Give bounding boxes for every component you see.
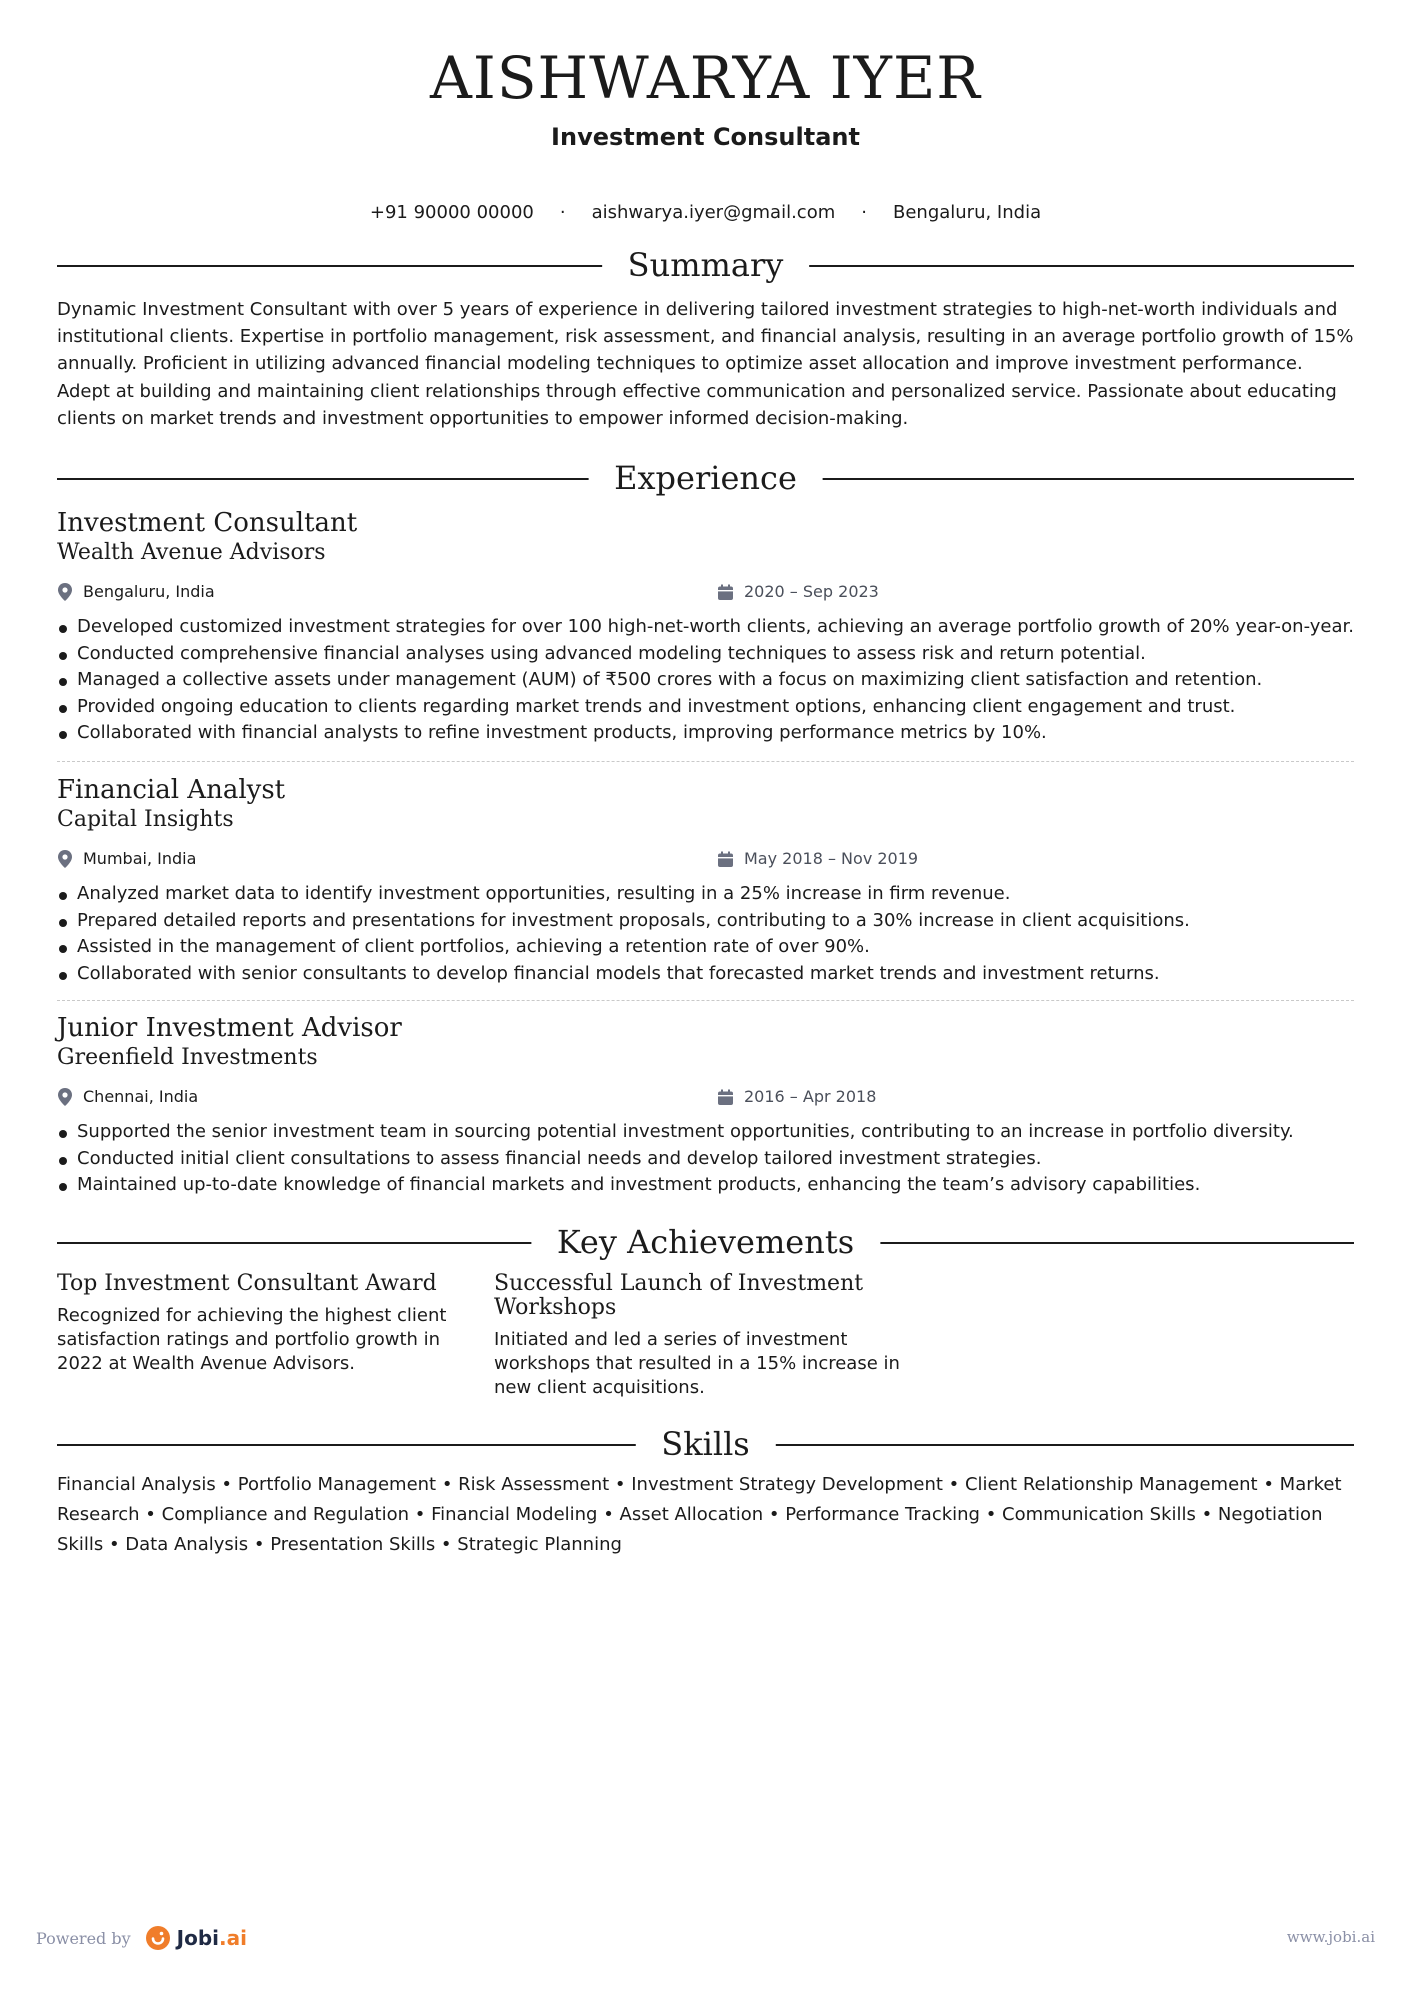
job-location xyxy=(57,1085,198,1109)
email: aishwarya.iyer@gmail.com xyxy=(591,202,836,223)
jobi-logo-icon xyxy=(145,1925,171,1951)
candidate-role: Investment Consultant xyxy=(551,123,860,151)
skills-list: Financial Analysis • Portfolio Management • Risk Assessment • Investment Strategy Development • Client Relationship Management • Market Research • Compliance and Regulation • Financial Modeling • Asset Allocation • Performance Tracking • Communication Skills • Negotiation Skills • Data Analysis • Presentation Skills • Strategic Planning xyxy=(57,1474,1342,1555)
phone: +91 90000 00000 xyxy=(369,202,534,223)
website-link[interactable]: www.jobi.ai xyxy=(1286,1928,1375,1946)
bullet-item: Prepared detailed reports and presentations for investment proposals, contributing to a 30% increase in client acquisitions. xyxy=(57,908,1354,935)
achievement-description: Initiated and led a series of investment workshops that resulted in a 15% increase in new client acquisitions. xyxy=(494,1329,900,1398)
map-pin-icon xyxy=(57,850,73,868)
achievement-title: Successful Launch of Investment Workshops xyxy=(494,1271,864,1320)
powered-by xyxy=(36,1920,247,1956)
job-company: Capital Insights xyxy=(57,807,234,832)
job-entry xyxy=(57,775,1354,987)
bullet-item: Assisted in the management of client portfolios, achieving a retention rate of over 90%. xyxy=(57,934,1354,961)
job-company: Greenfield Investments xyxy=(57,1045,318,1070)
job-location-text: Bengaluru, India xyxy=(83,582,215,601)
job-dates xyxy=(717,580,879,604)
contact-separator: · xyxy=(559,202,566,223)
bullet-item: Maintained up-to-date knowledge of financial markets and investment products, enhancing the team’s advisory capabilities. xyxy=(57,1172,1354,1199)
summary-text: Dynamic Investment Consultant with over 5 years of experience in delivering tailored investment strategies to high-net-worth individuals and institutional clients. Expertise in portfolio management, risk assessment, and financial analysis, resulting in an average portfolio growth of 15% annually. Proficient in utilizing advanced financial modeling techniques to optimize asset allocation and improve investment performance. Adept at building and maintaining client relationships through effective communication and personalized service. Passionate about educating clients on market trends and investment opportunities to empower informed decision-making. xyxy=(57,299,1354,429)
achievement-title: Top Investment Consultant Award xyxy=(57,1271,437,1296)
map-pin-icon xyxy=(57,1088,73,1106)
job-bullets xyxy=(57,1119,1354,1199)
job-title: Junior Investment Advisor xyxy=(57,1013,402,1043)
job-location-text: Mumbai, India xyxy=(83,849,197,868)
section-title: Summary xyxy=(602,245,810,285)
location: Bengaluru, India xyxy=(892,202,1042,223)
section-title: Experience xyxy=(588,458,823,498)
job-dates-text: May 2018 – Nov 2019 xyxy=(744,849,919,868)
job-meta xyxy=(57,847,1354,871)
job-dates-text: 2020 – Sep 2023 xyxy=(744,582,879,601)
calendar-icon xyxy=(717,584,734,601)
bullet-item: Developed customized investment strategies for over 100 high-net-worth clients, achieving an average portfolio growth of 20% year-on-year. xyxy=(57,614,1354,641)
job-divider xyxy=(57,761,1354,762)
logo-brand: Jobi xyxy=(176,1926,219,1950)
bullet-item: Supported the senior investment team in sourcing potential investment opportunities, contributing to an increase in portfolio diversity. xyxy=(57,1119,1354,1146)
calendar-icon xyxy=(717,1089,734,1106)
candidate-name: AISHWARYA IYER xyxy=(430,44,981,112)
summary-heading xyxy=(57,245,1354,285)
job-location-text: Chennai, India xyxy=(83,1087,199,1106)
job-bullets xyxy=(57,881,1354,987)
job-dates xyxy=(717,847,918,871)
logo-suffix: .ai xyxy=(219,1926,247,1950)
job-title: Financial Analyst xyxy=(57,775,286,805)
job-location xyxy=(57,847,196,871)
bullet-item: Analyzed market data to identify investment opportunities, resulting in a 25% increase in firm revenue. xyxy=(57,881,1354,908)
bullet-item: Managed a collective assets under management (AUM) of ₹500 crores with a focus on maximizing client satisfaction and retention. xyxy=(57,667,1354,694)
job-dates xyxy=(717,1085,876,1109)
section-title: Key Achievements xyxy=(531,1222,880,1262)
job-entry xyxy=(57,508,1354,747)
jobi-logo[interactable] xyxy=(145,1925,247,1951)
bullet-item: Conducted initial client consultations to assess financial needs and develop tailored investment strategies. xyxy=(57,1146,1354,1173)
skills-heading xyxy=(57,1424,1354,1464)
powered-by-label: Powered by xyxy=(36,1928,131,1948)
contact-line xyxy=(57,200,1354,226)
job-bullets xyxy=(57,614,1354,747)
bullet-item: Collaborated with financial analysts to refine investment products, improving performance metrics by 10%. xyxy=(57,720,1354,747)
job-dates-text: 2016 – Apr 2018 xyxy=(744,1087,877,1106)
job-company: Wealth Avenue Advisors xyxy=(57,540,326,565)
job-divider xyxy=(57,1000,1354,1001)
section-title: Skills xyxy=(635,1424,775,1464)
bullet-item: Collaborated with senior consultants to develop financial models that forecasted market trends and investment returns. xyxy=(57,961,1354,988)
job-location xyxy=(57,580,215,604)
calendar-icon xyxy=(717,851,734,868)
achievement-item xyxy=(57,1272,457,1376)
experience-heading xyxy=(57,458,1354,498)
map-pin-icon xyxy=(57,583,73,601)
job-entry xyxy=(57,1013,1354,1199)
achievement-item xyxy=(494,1272,904,1400)
bullet-item: Conducted comprehensive financial analyses using advanced modeling techniques to assess risk and return potential. xyxy=(57,641,1354,668)
achievements-heading xyxy=(57,1222,1354,1262)
job-meta xyxy=(57,1085,1354,1109)
achievement-description: Recognized for achieving the highest client satisfaction ratings and portfolio growth in 2022 at Wealth Avenue Advisors. xyxy=(57,1305,447,1374)
job-title: Investment Consultant xyxy=(57,508,358,538)
job-meta xyxy=(57,580,1354,604)
contact-separator: · xyxy=(861,202,867,223)
bullet-item: Provided ongoing education to clients regarding market trends and investment options, enhancing client engagement and trust. xyxy=(57,694,1354,721)
